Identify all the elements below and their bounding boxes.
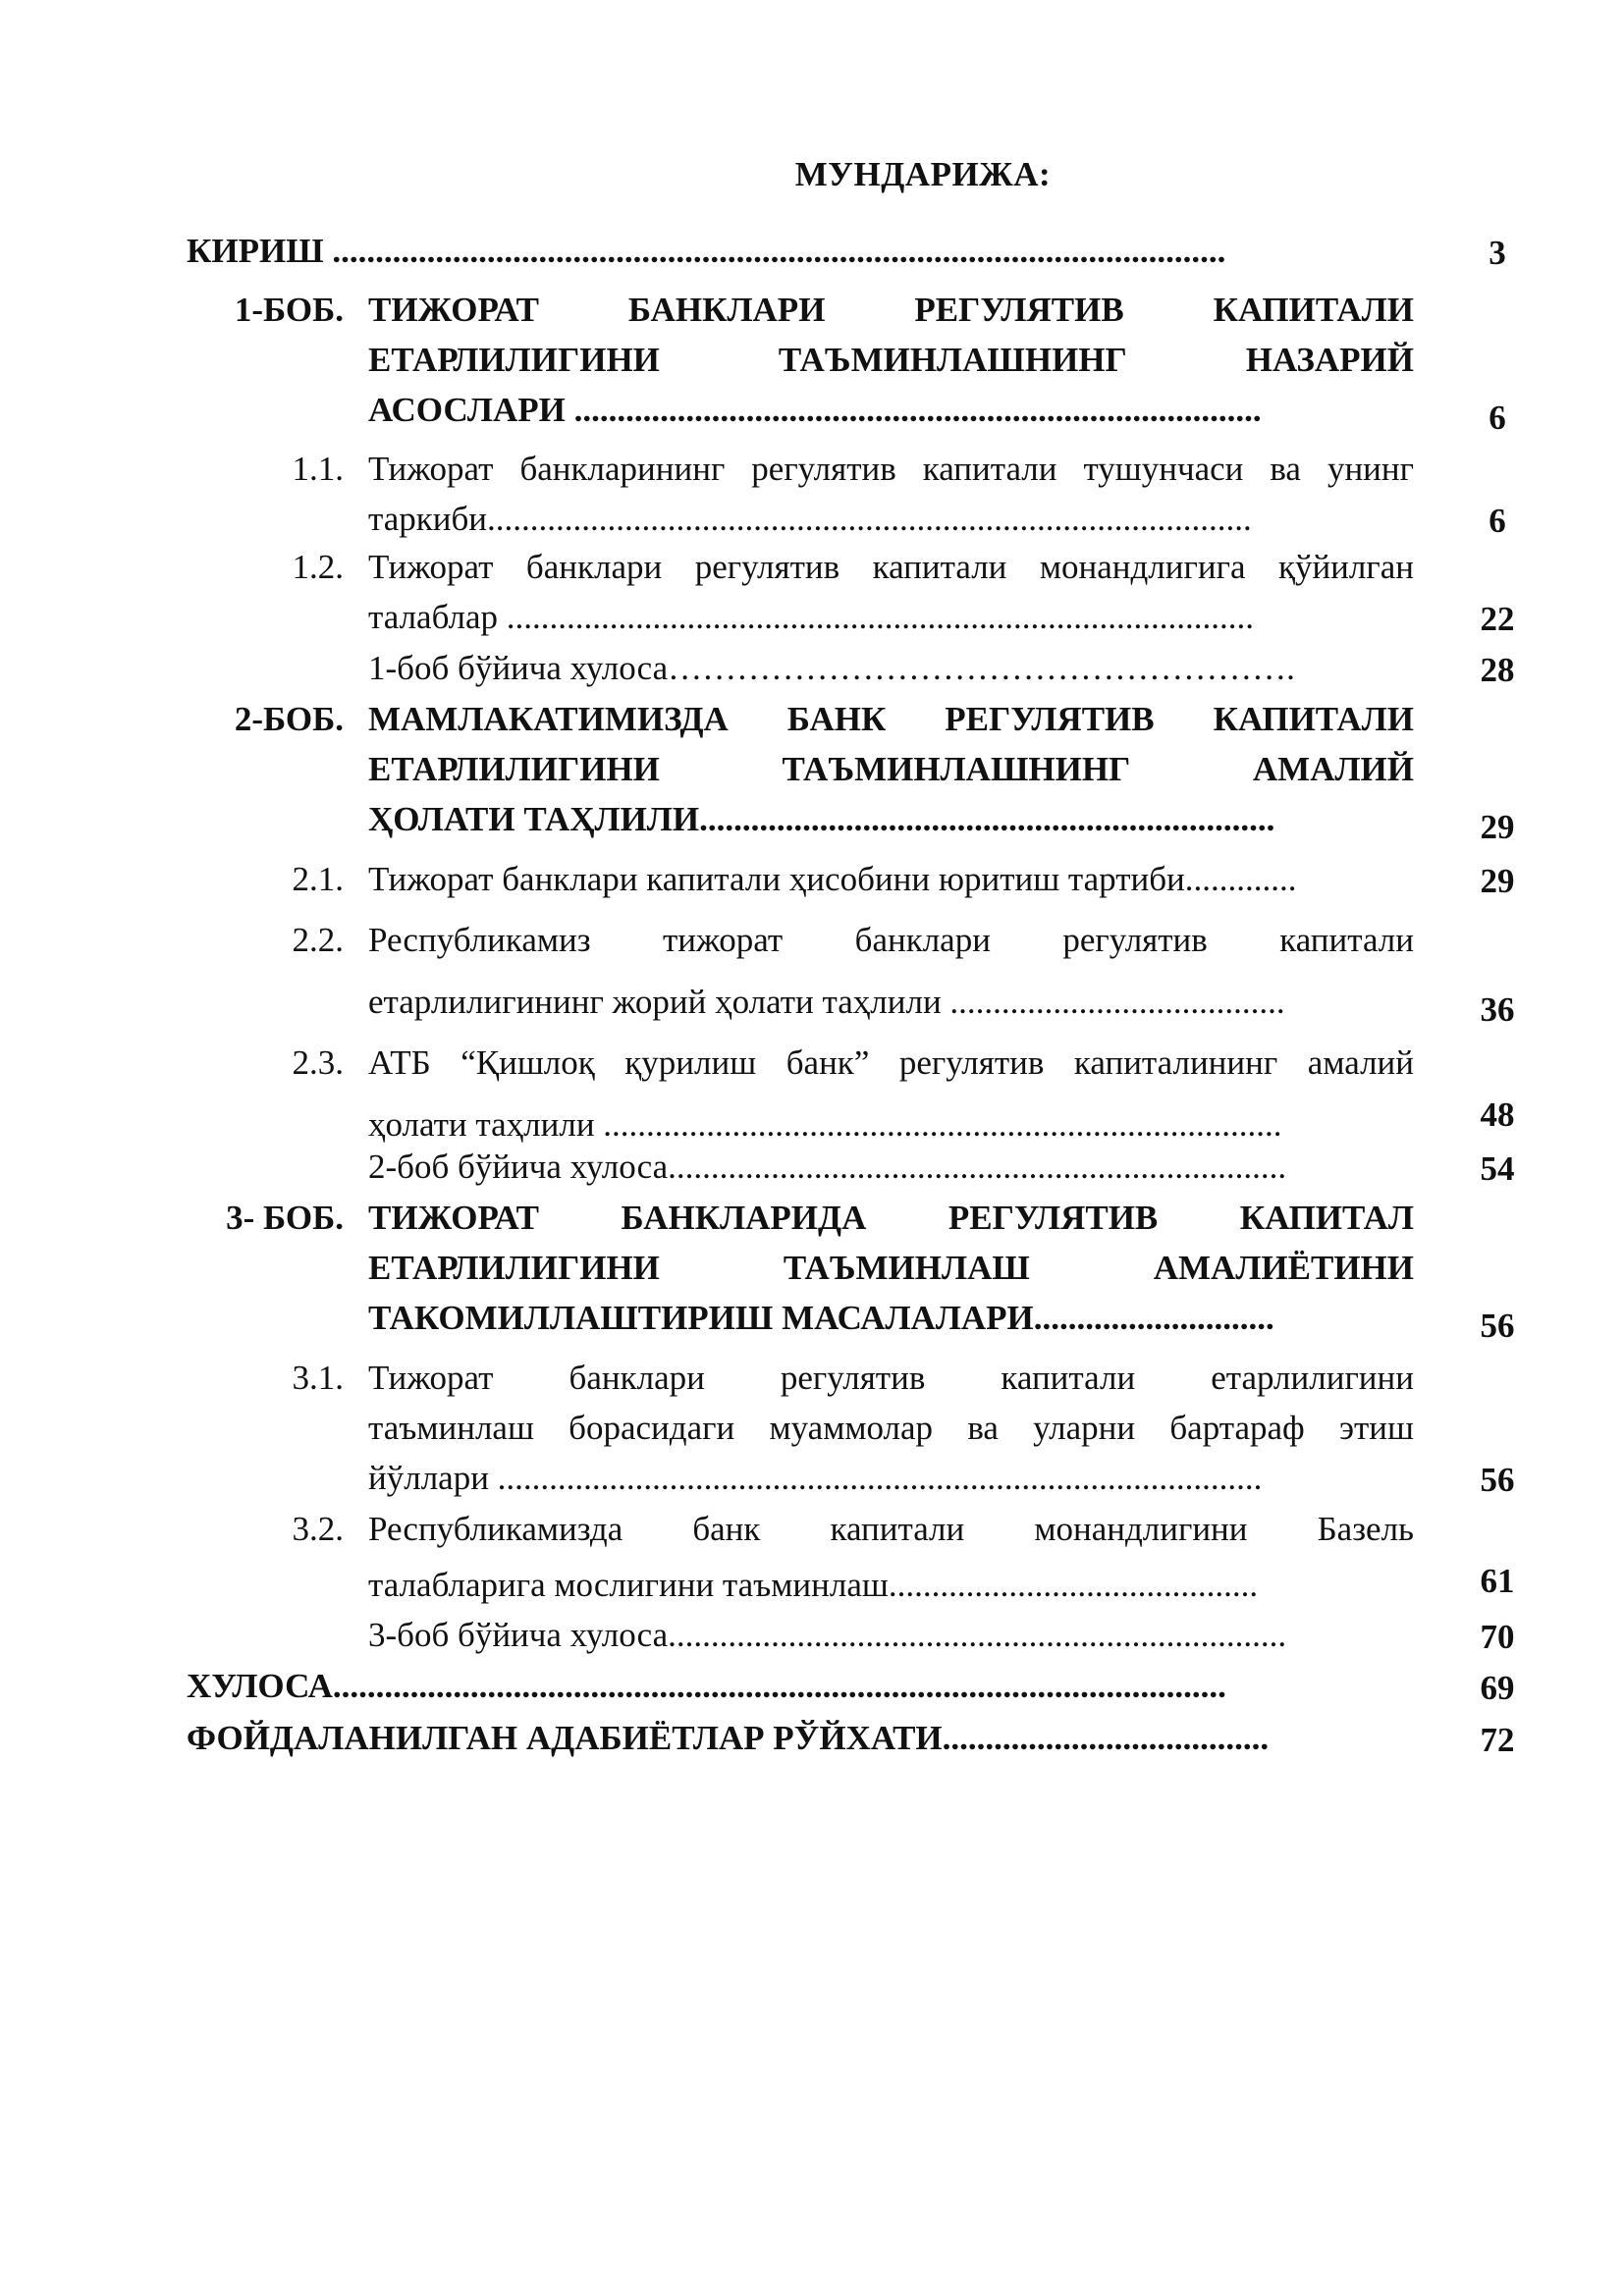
toc-entry-number: 1.1.: [292, 450, 344, 488]
toc-entry-line: талабларига мослигини таъминлаш...........................................: [368, 1566, 1259, 1604]
toc-page-number: 29: [1480, 808, 1515, 846]
toc-entry-title: [368, 915, 1414, 1027]
toc-page-number: 56: [1480, 1307, 1515, 1345]
page-title: МУНДАРИЖА:: [794, 155, 1052, 193]
toc-page-number: 56: [1480, 1461, 1515, 1499]
toc-entry-line: МАМЛАКАТИМИЗДА БАНК РЕГУЛЯТИВ КАПИТАЛИ: [368, 700, 1414, 738]
toc-entry-title: [368, 285, 1414, 435]
toc-entry-title: [368, 1610, 1414, 1660]
toc-page-number: 48: [1480, 1095, 1515, 1134]
toc-page-number: 6: [1489, 399, 1506, 437]
toc-entry-number: 3.1.: [292, 1359, 344, 1397]
table-of-contents: [187, 0, 1515, 2296]
toc-entry-title: [368, 643, 1414, 693]
toc-entry-line: ҳолати таҳлили ...............................................................................: [368, 1105, 1282, 1144]
toc-entry-line: АТБ “Қишлоқ қурилиш банк” регулятив капиталининг амалий: [368, 1043, 1414, 1082]
toc-entry-title: [187, 1661, 1414, 1711]
toc-page-number: 28: [1480, 651, 1515, 689]
toc-page-number: 22: [1480, 600, 1515, 638]
toc-entry-number: 1.2.: [292, 548, 344, 586]
toc-entry-title: [368, 1142, 1414, 1192]
toc-entry-line: ТИЖОРАТ БАНКЛАРИ РЕГУЛЯТИВ КАПИТАЛИ: [368, 291, 1414, 329]
toc-entry-line: Тижорат банклари регулятив капитали монандлигига қўйилган: [368, 548, 1414, 586]
toc-entry-title: [368, 444, 1414, 544]
toc-page-number: 69: [1480, 1669, 1515, 1707]
toc-page-number: 6: [1489, 502, 1506, 540]
toc-entry-number: 2-БОБ.: [234, 700, 344, 738]
toc-page-number: 61: [1480, 1562, 1515, 1600]
toc-entry-line: ЕТАРЛИЛИГИНИ ТАЪМИНЛАШНИНГ НАЗАРИЙ: [368, 341, 1414, 379]
toc-entry-line: талаблар .......................................................................................: [368, 598, 1255, 636]
toc-entry-line: ҲОЛАТИ ТАҲЛИЛИ...................................................................: [368, 800, 1275, 838]
toc-entry-number: 2.3.: [292, 1043, 344, 1082]
toc-page-number: 29: [1480, 862, 1515, 900]
toc-entry-title: [187, 226, 1414, 276]
toc-entry-line: ТИЖОРАТ БАНКЛАРИДА РЕГУЛЯТИВ КАПИТАЛ: [368, 1199, 1414, 1237]
toc-entry-number: 2.2.: [292, 921, 344, 959]
toc-entry-title: [368, 854, 1414, 904]
toc-entry-line: 1-боб бўйича хулоса……………………………………………….: [368, 649, 1295, 687]
toc-entry-line: ЕТАРЛИЛИГИНИ ТАЪМИНЛАШ АМАЛИЁТИНИ: [368, 1249, 1414, 1287]
toc-page-number: 54: [1480, 1149, 1515, 1188]
toc-entry-line: КИРИШ ........................................................................................................: [187, 232, 1226, 270]
toc-entry-line: Тижорат банклари регулятив капитали етарлилигини: [368, 1359, 1414, 1397]
toc-entry-title: [368, 542, 1414, 642]
toc-entry-title: [368, 1353, 1414, 1503]
toc-page-number: 3: [1489, 234, 1506, 272]
toc-entry-title: [368, 1193, 1414, 1343]
toc-entry-line: Тижорат банклари капитали ҳисобини юритиш тартиби.............: [368, 860, 1297, 898]
toc-entry-number: 2.1.: [292, 860, 344, 898]
toc-entry-number: 3- БОБ.: [226, 1199, 344, 1237]
toc-entry-line: ЕТАРЛИЛИГИНИ ТАЪМИНЛАШНИНГ АМАЛИЙ: [368, 750, 1414, 788]
toc-entry-line: таркиби.........................................................................................: [368, 500, 1252, 538]
toc-entry-title: [368, 1038, 1414, 1149]
toc-entry-line: йўллари .........................................................................................: [368, 1459, 1263, 1497]
toc-entry-title: [187, 1713, 1414, 1763]
toc-entry-number: 3.2.: [292, 1510, 344, 1548]
toc-entry-line: 2-боб бўйича хулоса........................................................................: [368, 1148, 1287, 1186]
toc-page-number: 70: [1480, 1618, 1515, 1656]
toc-entry-line: Республикамизда банк капитали монандлигини Базель: [368, 1510, 1414, 1548]
toc-entry-line: етарлилигининг жорий ҳолати таҳлили .......................................: [368, 983, 1285, 1021]
toc-page-number: 72: [1480, 1721, 1515, 1759]
toc-entry-number: 1-БОБ.: [234, 291, 344, 329]
toc-entry-title: [368, 694, 1414, 844]
toc-entry-line: ХУЛОСА........................................................................................................: [187, 1667, 1226, 1705]
toc-entry-line: ТАКОМИЛЛАШТИРИШ МАСАЛАЛАРИ............................: [368, 1299, 1274, 1337]
toc-entry-title: [368, 1504, 1414, 1610]
toc-entry-line: Тижорат банкларининг регулятив капитали тушунчаси ва унинг: [368, 450, 1414, 488]
toc-entry-line: 3-боб бўйича хулоса........................................................................: [368, 1616, 1287, 1654]
toc-entry-line: ФОЙДАЛАНИЛГАН АДАБИЁТЛАР РЎЙХАТИ......................................: [187, 1719, 1270, 1757]
toc-page-number: 36: [1480, 990, 1515, 1029]
toc-entry-line: АСОСЛАРИ ................................................................................: [368, 391, 1262, 429]
toc-entry-line: таъминлаш борасидаги муаммолар ва уларни бартараф этиш: [368, 1409, 1414, 1447]
toc-entry-line: Республикамиз тижорат банклари регулятив капитали: [368, 921, 1414, 959]
